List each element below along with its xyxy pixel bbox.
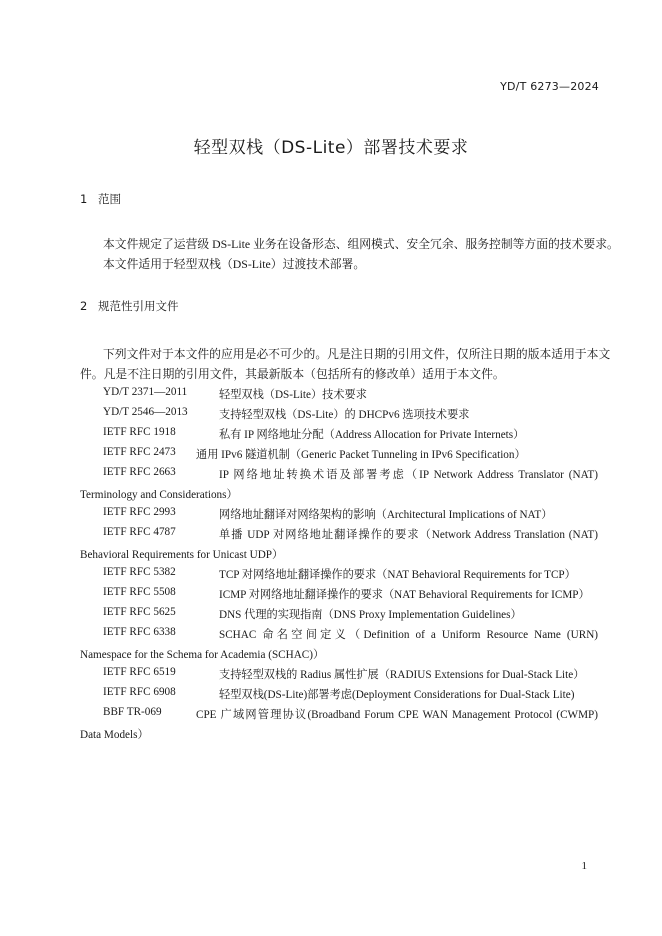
reference-title: 轻型双栈（DS-Lite）技术要求: [219, 389, 367, 401]
scope-paragraph-1: 本文件规定了运营级 DS-Lite 业务在设备形态、组网模式、安全冗余、服务控制等方面的技术要求。: [103, 237, 619, 251]
reference-title: CPE 广域网管理协议(Broadband Forum CPE WAN Management Protocol (CWMP): [196, 709, 598, 721]
reference-code: IETF RFC 1918: [103, 426, 176, 438]
reference-code: IETF RFC 2993: [103, 506, 176, 518]
reference-title-continuation: Namespace for the Schema for Academia (SCHAC)）: [80, 649, 325, 661]
reference-title: TCP 对网络地址翻译操作的要求（NAT Behavioral Requirements for TCP）: [219, 569, 576, 581]
scope-paragraph-2: 本文件适用于轻型双栈（DS-Lite）过渡技术部署。: [103, 257, 366, 271]
document-title: 轻型双栈（DS-Lite）部署技术要求: [193, 138, 469, 158]
reference-code: IETF RFC 6908: [103, 686, 176, 698]
section-title: 规范性引用文件: [98, 299, 179, 313]
reference-title: IP 网络地址转换术语及部署考虑（IP Network Address Translator (NAT): [219, 469, 598, 481]
reference-title: ICMP 对网络地址翻译操作的要求（NAT Behavioral Requirements for ICMP）: [219, 589, 590, 601]
reference-title: SCHAC 命名空间定义（Definition of a Uniform Resource Name (URN): [219, 629, 598, 641]
references-intro-line-1: 下列文件对于本文件的应用是必不可少的。凡是注日期的引用文件，仅所注日期的版本适用于本文: [103, 347, 611, 361]
reference-code: IETF RFC 5508: [103, 586, 176, 598]
reference-code: IETF RFC 6519: [103, 666, 176, 678]
reference-code: YD/T 2546—2013: [103, 406, 188, 418]
reference-title: 支持轻型双栈的 Radius 属性扩展（RADIUS Extensions for Dual-Stack Lite）: [219, 669, 585, 681]
reference-code: IETF RFC 4787: [103, 526, 176, 538]
reference-code: BBF TR-069: [103, 706, 162, 718]
reference-title: 轻型双栈(DS-Lite)部署考虑(Deployment Considerations for Dual-Stack Lite): [219, 689, 575, 701]
reference-title: 单播 UDP 对网络地址翻译操作的要求（Network Address Translation (NAT): [219, 529, 598, 541]
reference-title: 网络地址翻译对网络架构的影响（Architectural Implications of NAT）: [219, 509, 553, 521]
reference-code: IETF RFC 2473: [103, 446, 176, 458]
references-intro-line-2: 件。凡是不注日期的引用文件，其最新版本（包括所有的修改单）适用于本文件。: [80, 367, 505, 381]
standard-code: YD/T 6273—2024: [500, 80, 599, 93]
reference-code: YD/T 2371—2011: [103, 386, 188, 398]
reference-code: IETF RFC 2663: [103, 466, 176, 478]
reference-title-continuation: Terminology and Considerations）: [80, 489, 238, 501]
reference-title: 通用 IPv6 隧道机制（Generic Packet Tunneling in IPv6 Specification）: [196, 449, 526, 461]
reference-code: IETF RFC 5625: [103, 606, 176, 618]
section-1-heading: [80, 191, 121, 207]
section-number: 2: [80, 299, 88, 313]
page-number: 1: [581, 860, 587, 872]
watermark: [150, 906, 510, 920]
section-number: 1: [80, 192, 88, 206]
reference-code: IETF RFC 6338: [103, 626, 176, 638]
reference-title: 支持轻型双栈（DS-Lite）的 DHCPv6 选项技术要求: [219, 409, 470, 421]
reference-title: DNS 代理的实现指南（DNS Proxy Implementation Guidelines）: [219, 609, 522, 621]
reference-title-continuation: Behavioral Requirements for Unicast UDP）: [80, 549, 284, 561]
reference-title: 私有 IP 网络地址分配（Address Allocation for Private Internets）: [219, 429, 525, 441]
section-2-heading: [80, 298, 179, 314]
reference-code: IETF RFC 5382: [103, 566, 176, 578]
section-title: 范围: [98, 192, 121, 206]
reference-title-continuation: Data Models）: [80, 729, 149, 741]
